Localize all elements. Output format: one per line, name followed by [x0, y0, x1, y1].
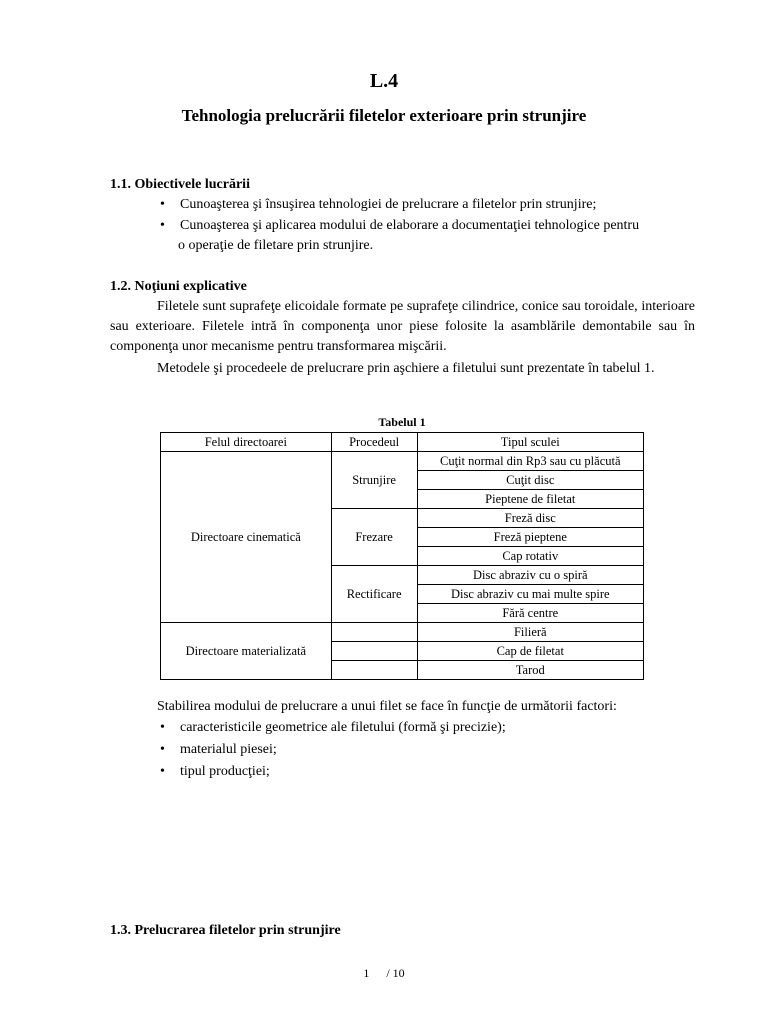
section-heading-notions: 1.2. Noţiuni explicative	[110, 279, 247, 294]
paragraph: Metodele şi procedeele de prelucrare prin aşchiere a filetului sunt prezentate în tabelul 1.	[157, 361, 655, 376]
table-cell: Cap de filetat	[417, 642, 643, 661]
page-separator: /	[386, 966, 390, 980]
paragraph: Stabilirea modului de prelucrare a unui filet se face în funcţie de următorii factori:	[157, 699, 617, 714]
list-item-text: caracteristicile geometrice ale filetului (formă şi precizie);	[180, 720, 506, 735]
bullet-icon: •	[160, 764, 165, 779]
table-cell-directoare-materializata: Directoare materializată	[161, 623, 332, 680]
list-item-text: materialul piesei;	[180, 742, 277, 757]
table-cell-empty	[331, 661, 417, 680]
document-title: Tehnologia prelucrării filetelor exterioare prin strunjire	[181, 106, 587, 125]
table-header-cell: Procedeul	[331, 433, 417, 452]
table-cell: Disc abraziv cu mai multe spire	[417, 585, 643, 604]
table-caption: Tabelul 1	[378, 415, 426, 429]
table-row	[161, 452, 644, 471]
list-item-text: tipul producţiei;	[180, 764, 270, 779]
list-item	[160, 218, 695, 234]
bullet-icon: •	[160, 742, 165, 757]
list-item-continuation: o operaţie de filetare prin strunjire.	[178, 238, 374, 253]
table-cell: Tarod	[417, 661, 643, 680]
list-item-text: Cunoaşterea şi însuşirea tehnologiei de prelucrare a filetelor prin strunjire;	[180, 197, 597, 212]
table-header-cell: Felul directoarei	[161, 433, 332, 452]
table-cell-empty	[331, 642, 417, 661]
bullet-icon: •	[160, 197, 165, 212]
table-cell: Freză pieptene	[417, 528, 643, 547]
table-cell-strunjire: Strunjire	[331, 452, 417, 509]
list-item	[160, 197, 596, 213]
total-pages: 10	[392, 966, 405, 980]
process-table	[160, 432, 644, 680]
list-item-text: Cunoaşterea şi aplicarea modului de elaborare a documentaţiei tehnologice pentru	[180, 218, 640, 233]
table-cell: Cuţit disc	[417, 471, 643, 490]
table-cell-empty	[331, 623, 417, 642]
table-header-row	[161, 433, 644, 452]
table-cell: Freză disc	[417, 509, 643, 528]
table-cell-directoare-cinematica: Directoare cinematică	[161, 452, 332, 623]
bullet-icon: •	[160, 218, 165, 233]
table-cell-frezare: Frezare	[331, 509, 417, 566]
table-header-cell: Tipul sculei	[417, 433, 643, 452]
section-heading-objectives: 1.1. Obiectivele lucrării	[110, 177, 250, 192]
table-cell: Pieptene de filetat	[417, 490, 643, 509]
page-number	[0, 966, 768, 981]
document-number: L.4	[369, 70, 399, 92]
table-row	[161, 623, 644, 642]
table-cell: Fără centre	[417, 604, 643, 623]
table-cell: Disc abraziv cu o spiră	[417, 566, 643, 585]
current-page: 1	[363, 966, 370, 980]
list-item	[160, 720, 506, 736]
list-item	[160, 742, 277, 758]
section-heading-turning: 1.3. Prelucrarea filetelor prin strunjire	[110, 923, 341, 938]
table-cell: Cuţit normal din Rp3 sau cu plăcută	[417, 452, 643, 471]
list-item	[160, 764, 270, 780]
bullet-icon: •	[160, 720, 165, 735]
table-cell: Filieră	[417, 623, 643, 642]
table-cell: Cap rotativ	[417, 547, 643, 566]
table-cell-rectificare: Rectificare	[331, 566, 417, 623]
paragraph: Filetele sunt suprafeţe elicoidale formate pe suprafeţe cilindrice, conice sau toroidale, interioare sau exterioare. Filetele intră în componenţa unor piese folosite la asamblările demontabile sau în componenţa unor mecanisme pentru transformarea mişcării.	[110, 299, 695, 354]
